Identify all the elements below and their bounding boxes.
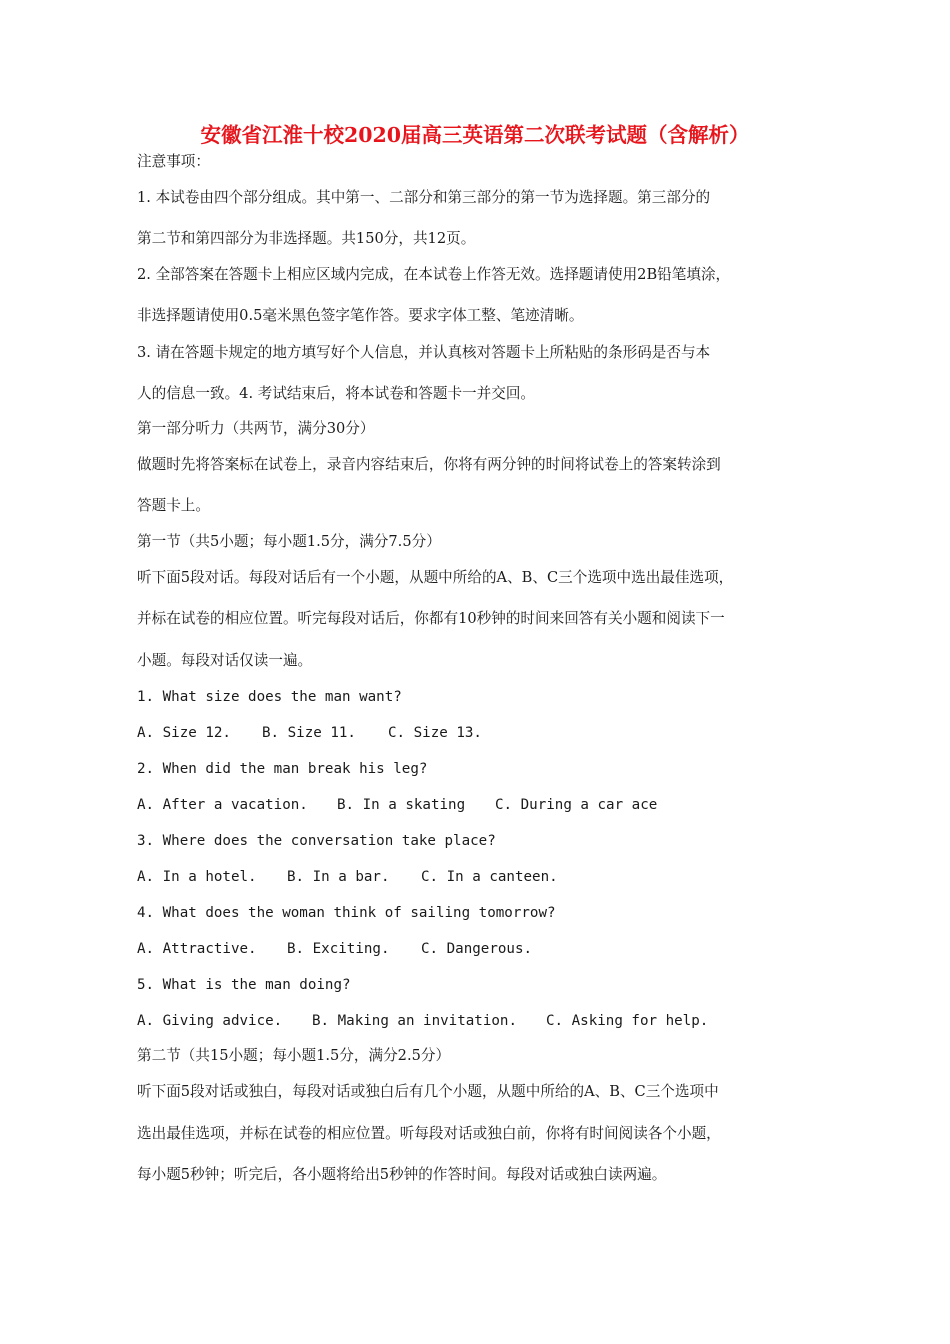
- option-a: A. Attractive.: [137, 941, 257, 957]
- section2-heading: 第二节（共15小题；每小题1.5分，满分2.5分）: [137, 1047, 451, 1064]
- document-title: 安徽省江淮十校2020届高三英语第二次联考试题（含解析）: [200, 123, 750, 147]
- option-a: A. Giving advice.: [137, 1013, 283, 1029]
- option-c: C. Asking for help.: [546, 1013, 709, 1029]
- question-text: 2. When did the man break his leg?: [137, 761, 428, 777]
- option-c: C. Dangerous.: [421, 941, 533, 957]
- option-c: C. Size 13.: [388, 725, 482, 741]
- section1-intro-line: 并标在试卷的相应位置。听完每段对话后，你都有10秒钟的时间来回答有关小题和阅读下一: [137, 610, 725, 627]
- part1-intro-line: 做题时先将答案标在试卷上，录音内容结束后，你将有两分钟的时间将试卷上的答案转涂到: [137, 456, 721, 473]
- notice-line: 非选择题请使用0.5毫米黑色签字笔作答。要求字体工整、笔迹清晰。: [137, 307, 584, 324]
- part1-heading: 第一部分听力（共两节，满分30分）: [137, 420, 375, 437]
- notice-line: 人的信息一致。4. 考试结束后，将本试卷和答题卡一并交回。: [137, 385, 536, 402]
- question-options: [137, 795, 657, 815]
- notice-line: 3. 请在答题卡规定的地方填写好个人信息，并认真核对答题卡上所粘贴的条形码是否与本: [137, 344, 711, 361]
- option-b: B. Size 11.: [262, 725, 356, 741]
- question-text: 1. What size does the man want?: [137, 689, 402, 705]
- section1-heading: 第一节（共5小题；每小题1.5分，满分7.5分）: [137, 533, 441, 550]
- question-options: [137, 939, 532, 959]
- notice-line: 1. 本试卷由四个部分组成。其中第一、二部分和第三部分的第一节为选择题。第三部分的: [137, 189, 711, 206]
- option-c: C. In a canteen.: [421, 869, 558, 885]
- question-text: 4. What does the woman think of sailing tomorrow?: [137, 905, 556, 921]
- option-b: B. In a skating: [337, 797, 466, 813]
- notice-heading: 注意事项：: [137, 153, 210, 170]
- section1-intro-line: 小题。每段对话仅读一遍。: [137, 652, 313, 669]
- option-b: B. In a bar.: [287, 869, 390, 885]
- option-b: B. Making an invitation.: [312, 1013, 517, 1029]
- notice-line: 第二节和第四部分为非选择题。共150分，共12页。: [137, 230, 476, 247]
- question-options: [137, 723, 482, 743]
- question-text: 3. Where does the conversation take place?: [137, 833, 496, 849]
- option-a: A. Size 12.: [137, 725, 231, 741]
- section2-intro-line: 每小题5秒钟；听完后，各小题将给出5秒钟的作答时间。每段对话或独白读两遍。: [137, 1166, 667, 1183]
- option-c: C. During a car ace: [495, 797, 658, 813]
- question-options: [137, 1011, 708, 1031]
- section2-intro-line: 选出最佳选项，并标在试卷的相应位置。听每段对话或独白前，你将有时间阅读各个小题，: [137, 1125, 721, 1142]
- section2-intro-line: 听下面5段对话或独白，每段对话或独白后有几个小题，从题中所给的A、B、C三个选项中: [137, 1083, 719, 1100]
- part1-intro-line: 答题卡上。: [137, 497, 210, 514]
- option-a: A. After a vacation.: [137, 797, 308, 813]
- option-a: A. In a hotel.: [137, 869, 257, 885]
- question-text: 5. What is the man doing?: [137, 977, 351, 993]
- section1-intro-line: 听下面5段对话。每段对话后有一个小题，从题中所给的A、B、C三个选项中选出最佳选项，: [137, 569, 734, 586]
- option-b: B. Exciting.: [287, 941, 390, 957]
- notice-line: 2. 全部答案在答题卡上相应区域内完成，在本试卷上作答无效。选择题请使用2B铅笔填涂，: [137, 266, 731, 283]
- question-options: [137, 867, 558, 887]
